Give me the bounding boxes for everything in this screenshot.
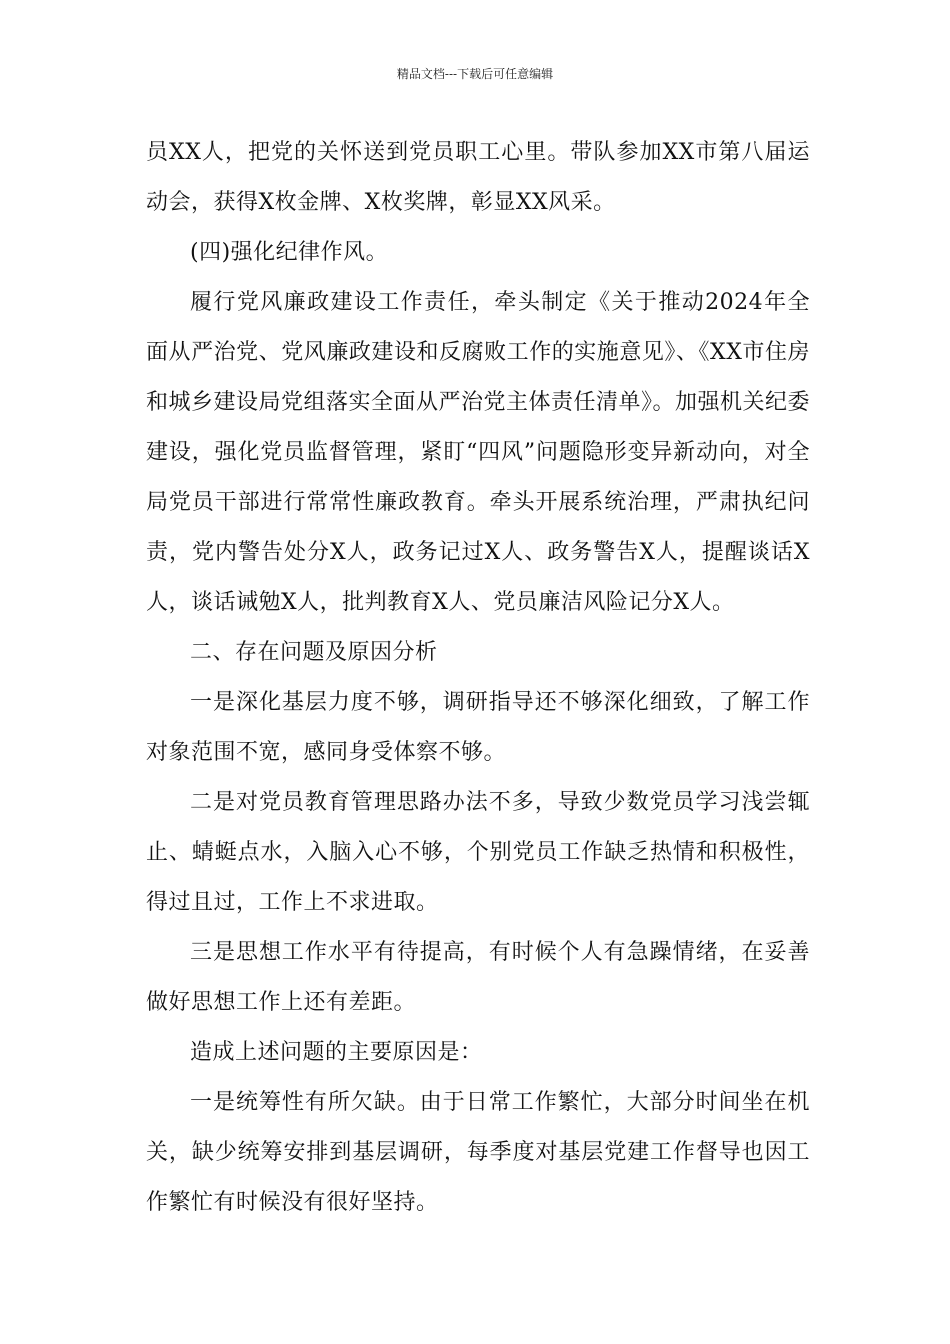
paragraph-discipline: 履行党风廉政建设工作责任，牵头制定《关于推动2024年全面从严治党、党风廉政建设和反腐败工作的实施意见》、《XX市住房和城乡建设局党组落实全面从严治党主体责任清单》。加强机关纪委建设，强化党员监督管理，紧盯“四风”问题隐形变异新动向，对全局党员干部进行常常性廉政教育。牵头开展系统治理，严肃执纪问责，党内警告处分X人，政务记过X人、政务警告X人，提醒谈话X人，谈话诫勉X人，批判教育X人、党员廉洁风险记分X人。 <box>146 290 811 615</box>
paragraph-problem-3: 三是思想工作水平有待提高，有时候个人有急躁情绪，在妥善做好思想工作上还有差距。 <box>146 940 810 1015</box>
section-heading-problems: 二、存在问题及原因分析 <box>190 640 438 665</box>
document-body <box>146 128 810 1228</box>
page-header: 精品文档---下载后可任意编辑 <box>396 67 554 81</box>
section-heading-discipline: (四)强化纪律作风。 <box>190 240 389 265</box>
paragraph-continuation: 员XX人，把党的关怀送到党员职工心里。带队参加XX市第八届运动会，获得X枚金牌、X枚奖牌，彰显XX风采。 <box>146 140 810 215</box>
paragraph-cause-1: 一是统筹性有所欠缺。由于日常工作繁忙，大部分时间坐在机关，缺少统筹安排到基层调研，每季度对基层党建工作督导也因工作繁忙有时候没有很好坚持。 <box>146 1090 810 1215</box>
paragraph-problem-1: 一是深化基层力度不够，调研指导还不够深化细致，了解工作对象范围不宽，感同身受体察不够。 <box>146 690 810 765</box>
paragraph-problem-2: 二是对党员教育管理思路办法不多，导致少数党员学习浅尝辄止、蜻蜓点水，入脑入心不够，个别党员工作缺乏热情和积极性，得过且过，工作上不求进取。 <box>146 790 810 915</box>
paragraph-causes-intro: 造成上述问题的主要原因是： <box>190 1040 483 1065</box>
